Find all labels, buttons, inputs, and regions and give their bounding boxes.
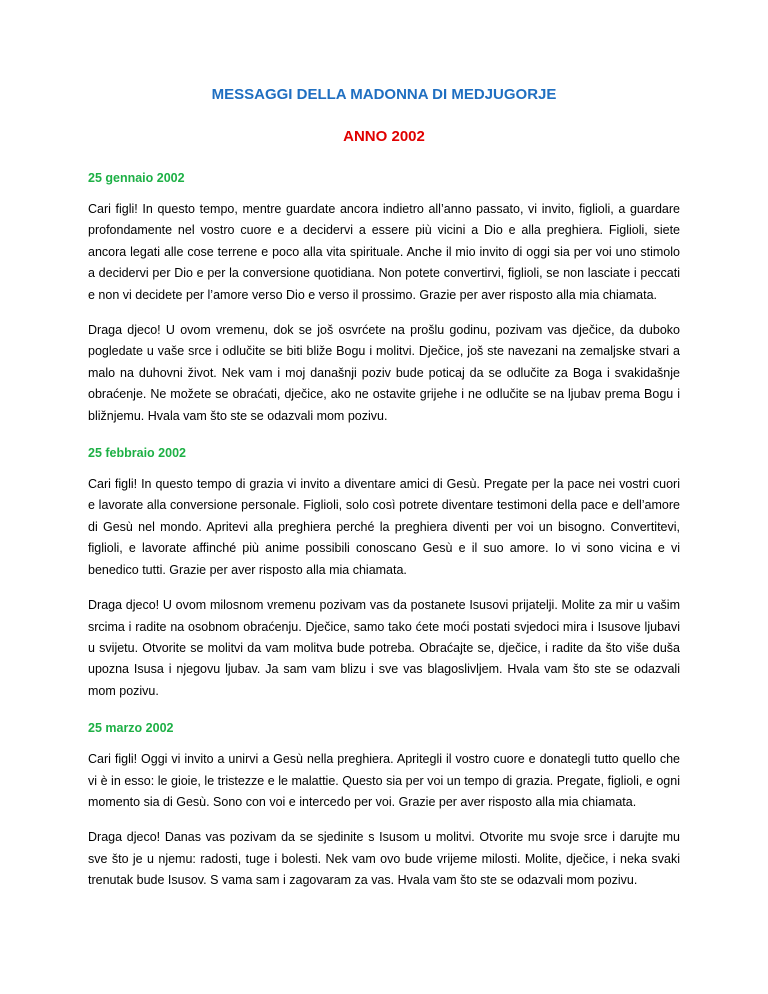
message-croatian: Draga djeco! U ovom milosnom vremenu pozivam vas da postanete Isusovi prijatelji. Molite za mir u vašim srcima i radite na osobnom obraćenju. Dječice, samo tako ćete moći postati svjedoci mira i Isusove ljubavi u svijetu. Otvorite se molitvi da vam molitva bude potreba. Obraćajte se, dječice, i radite da što više duša upozna Isusa i njegovu ljubav. Ja sam vam blizu i sve vas blagoslivljem. Hvala vam što ste se odazvali mom pozivu. (88, 598, 680, 698)
message-date: 25 marzo 2002 (88, 721, 174, 736)
message-croatian: Draga djeco! Danas vas pozivam da se sjedinite s Isusom u molitvi. Otvorite mu svoje srce i darujte mu sve što je u njemu: radosti, tuge i bolesti. Nek vam ovo bude vrijeme milosti. Molite, dječice, i neka svaki trenutak bude Isusov. S vama sam i zagovaram za vas. Hvala vam što ste se odazvali mom pozivu. (88, 830, 680, 888)
message-section (88, 719, 680, 891)
document-title: MESSAGGI DELLA MADONNA DI MEDJUGORJE (211, 86, 557, 103)
message-croatian: Draga djeco! U ovom vremenu, dok se još osvrćete na prošlu godinu, pozivam vas dječice, da duboko pogledate u vaše srce i odlučite se biti bliže Bogu i molitvi. Dječice, još ste navezani na zemaljske stvari a malo na duhovni život. Nek vam i moj današnji poziv bude poticaj da se odlučite za Boga i svakidašnje obraćenje. Ne možete se obraćati, dječice, ako ne ostavite grijehe i ne odlučite se na ljubav prema Bogu i bližnjemu. Hvala vam što ste se odazvali mom pozivu. (88, 323, 680, 423)
message-date: 25 gennaio 2002 (88, 171, 185, 185)
message-section (88, 444, 680, 702)
message-italian: Cari figli! In questo tempo di grazia vi invito a diventare amici di Gesù. Pregate per la pace nei vostri cuori e lavorate alla conversione personale. Figlioli, solo così potrete diventare testimoni della pace e dell’amore di Gesù nel mondo. Apritevi alla preghiera perché la preghiera diventi per voi un bisogno. Convertitevi, figlioli, e lavorate affinché più anime possibili conoscano Gesù e il suo amore. Io vi sono vicina e vi benedico tutti. Grazie per aver risposto alla mia chiamata. (88, 477, 680, 577)
message-date: 25 febbraio 2002 (88, 446, 186, 461)
year-heading: ANNO 2002 (343, 128, 425, 145)
message-italian: Cari figli! Oggi vi invito a unirvi a Gesù nella preghiera. Apritegli il vostro cuore e donategli tutto quello che vi è in esso: le gioie, le tristezze e le malattie. Questo sia per voi un tempo di grazia. Pregate, figlioli, e ogni momento sia di Gesù. Sono con voi e intercedo per voi. Grazie per aver risposto alla mia chiamata. (88, 752, 680, 809)
message-section (88, 169, 680, 427)
message-italian: Cari figli! In questo tempo, mentre guardate ancora indietro all’anno passato, vi invito, figlioli, a guardare profondamente nel vostro cuore e a decidervi a essere più vicini a Dio e alla preghiera. Figlioli, siete ancora legati alle cose terrene e poco alla vita spirituale. Anche il mio invito di oggi sia per voi uno stimolo a decidervi per Dio e per la conversione quotidiana. Non potete convertirvi, figlioli, se non lasciate i peccati e non vi decidete per l’amore verso Dio e verso il prossimo. Grazie per aver risposto alla mia chiamata. (88, 202, 680, 302)
